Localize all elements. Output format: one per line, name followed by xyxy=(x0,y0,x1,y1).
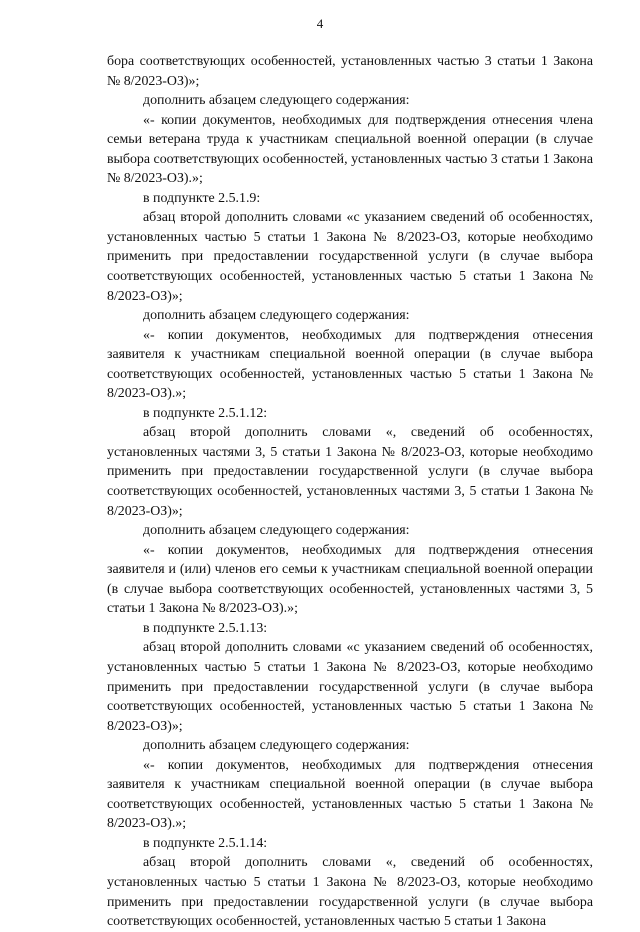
paragraph: «- копии документов, необходимых для подтверждения отнесения заявителя к участникам специальной военной операции (в случае выбора соответствующих особенностей, установленных частью 5 статьи 1 Закона № 8/2023-ОЗ).»; xyxy=(107,327,593,402)
paragraph: абзац второй дополнить словами «, сведений об особенностях, установленных частями 3, 5 статьи 1 Закона № 8/2023-ОЗ, которые необходимо применить при предоставлении государственной услуги (в случае выбора соответствующих особенностей, установленных частями 3, 5 статьи 1 Закона № 8/2023-ОЗ)»; xyxy=(107,425,593,519)
paragraph: в подпункте 2.5.1.13: xyxy=(143,620,268,636)
document-body xyxy=(107,52,593,932)
paragraph: дополнить абзацем следующего содержания: xyxy=(143,308,410,324)
paragraph: в подпункте 2.5.1.12: xyxy=(143,405,268,421)
paragraph: в подпункте 2.5.1.14: xyxy=(143,835,268,851)
paragraph: дополнить абзацем следующего содержания: xyxy=(143,93,410,109)
paragraph: в подпункте 2.5.1.9: xyxy=(143,190,261,206)
paragraph: абзац второй дополнить словами «, сведений об особенностях, установленных частью 5 статьи 1 Закона № 8/2023-ОЗ, которые необходимо применить при предоставлении государственной услуги (в случае выбора соответствующих особенностей, установленных частью 5 статьи 1 Закона xyxy=(107,855,593,930)
page-number: 4 xyxy=(316,16,324,31)
paragraph: «- копии документов, необходимых для подтверждения отнесения заявителя и (или) членов его семьи к участникам специальной военной операции (в случае выбора соответствующих особенностей, установленных частями 3, 5 статьи 1 Закона № 8/2023-ОЗ).»; xyxy=(107,542,593,617)
paragraph: дополнить абзацем следующего содержания: xyxy=(143,738,410,754)
paragraph: абзац второй дополнить словами «с указанием сведений об особенностях, установленных частью 5 статьи 1 Закона № 8/2023-ОЗ, которые необходимо применить при предоставлении государственной услуги (в случае выбора соответствующих особенностей, установленных частью 5 статьи 1 Закона № 8/2023-ОЗ)»; xyxy=(107,210,593,304)
paragraph: дополнить абзацем следующего содержания: xyxy=(143,523,410,539)
paragraph: «- копии документов, необходимых для подтверждения отнесения члена семьи ветерана труда к участникам специальной военной операции (в случае выбора соответствующих особенностей, установленных частью 3 статьи 1 Закона № 8/2023-ОЗ).»; xyxy=(107,112,593,187)
paragraph: «- копии документов, необходимых для подтверждения отнесения заявителя к участникам специальной военной операции (в случае выбора соответствующих особенностей, установленных частью 5 статьи 1 Закона № 8/2023-ОЗ).»; xyxy=(107,757,593,832)
paragraph: абзац второй дополнить словами «с указанием сведений об особенностях, установленных частью 5 статьи 1 Закона № 8/2023-ОЗ, которые необходимо применить при предоставлении государственной услуги (в случае выбора соответствующих особенностей, установленных частью 5 статьи 1 Закона № 8/2023-ОЗ)»; xyxy=(107,640,593,734)
paragraph: бора соответствующих особенностей, установленных частью 3 статьи 1 Закона № 8/2023-ОЗ)»; xyxy=(107,54,593,89)
